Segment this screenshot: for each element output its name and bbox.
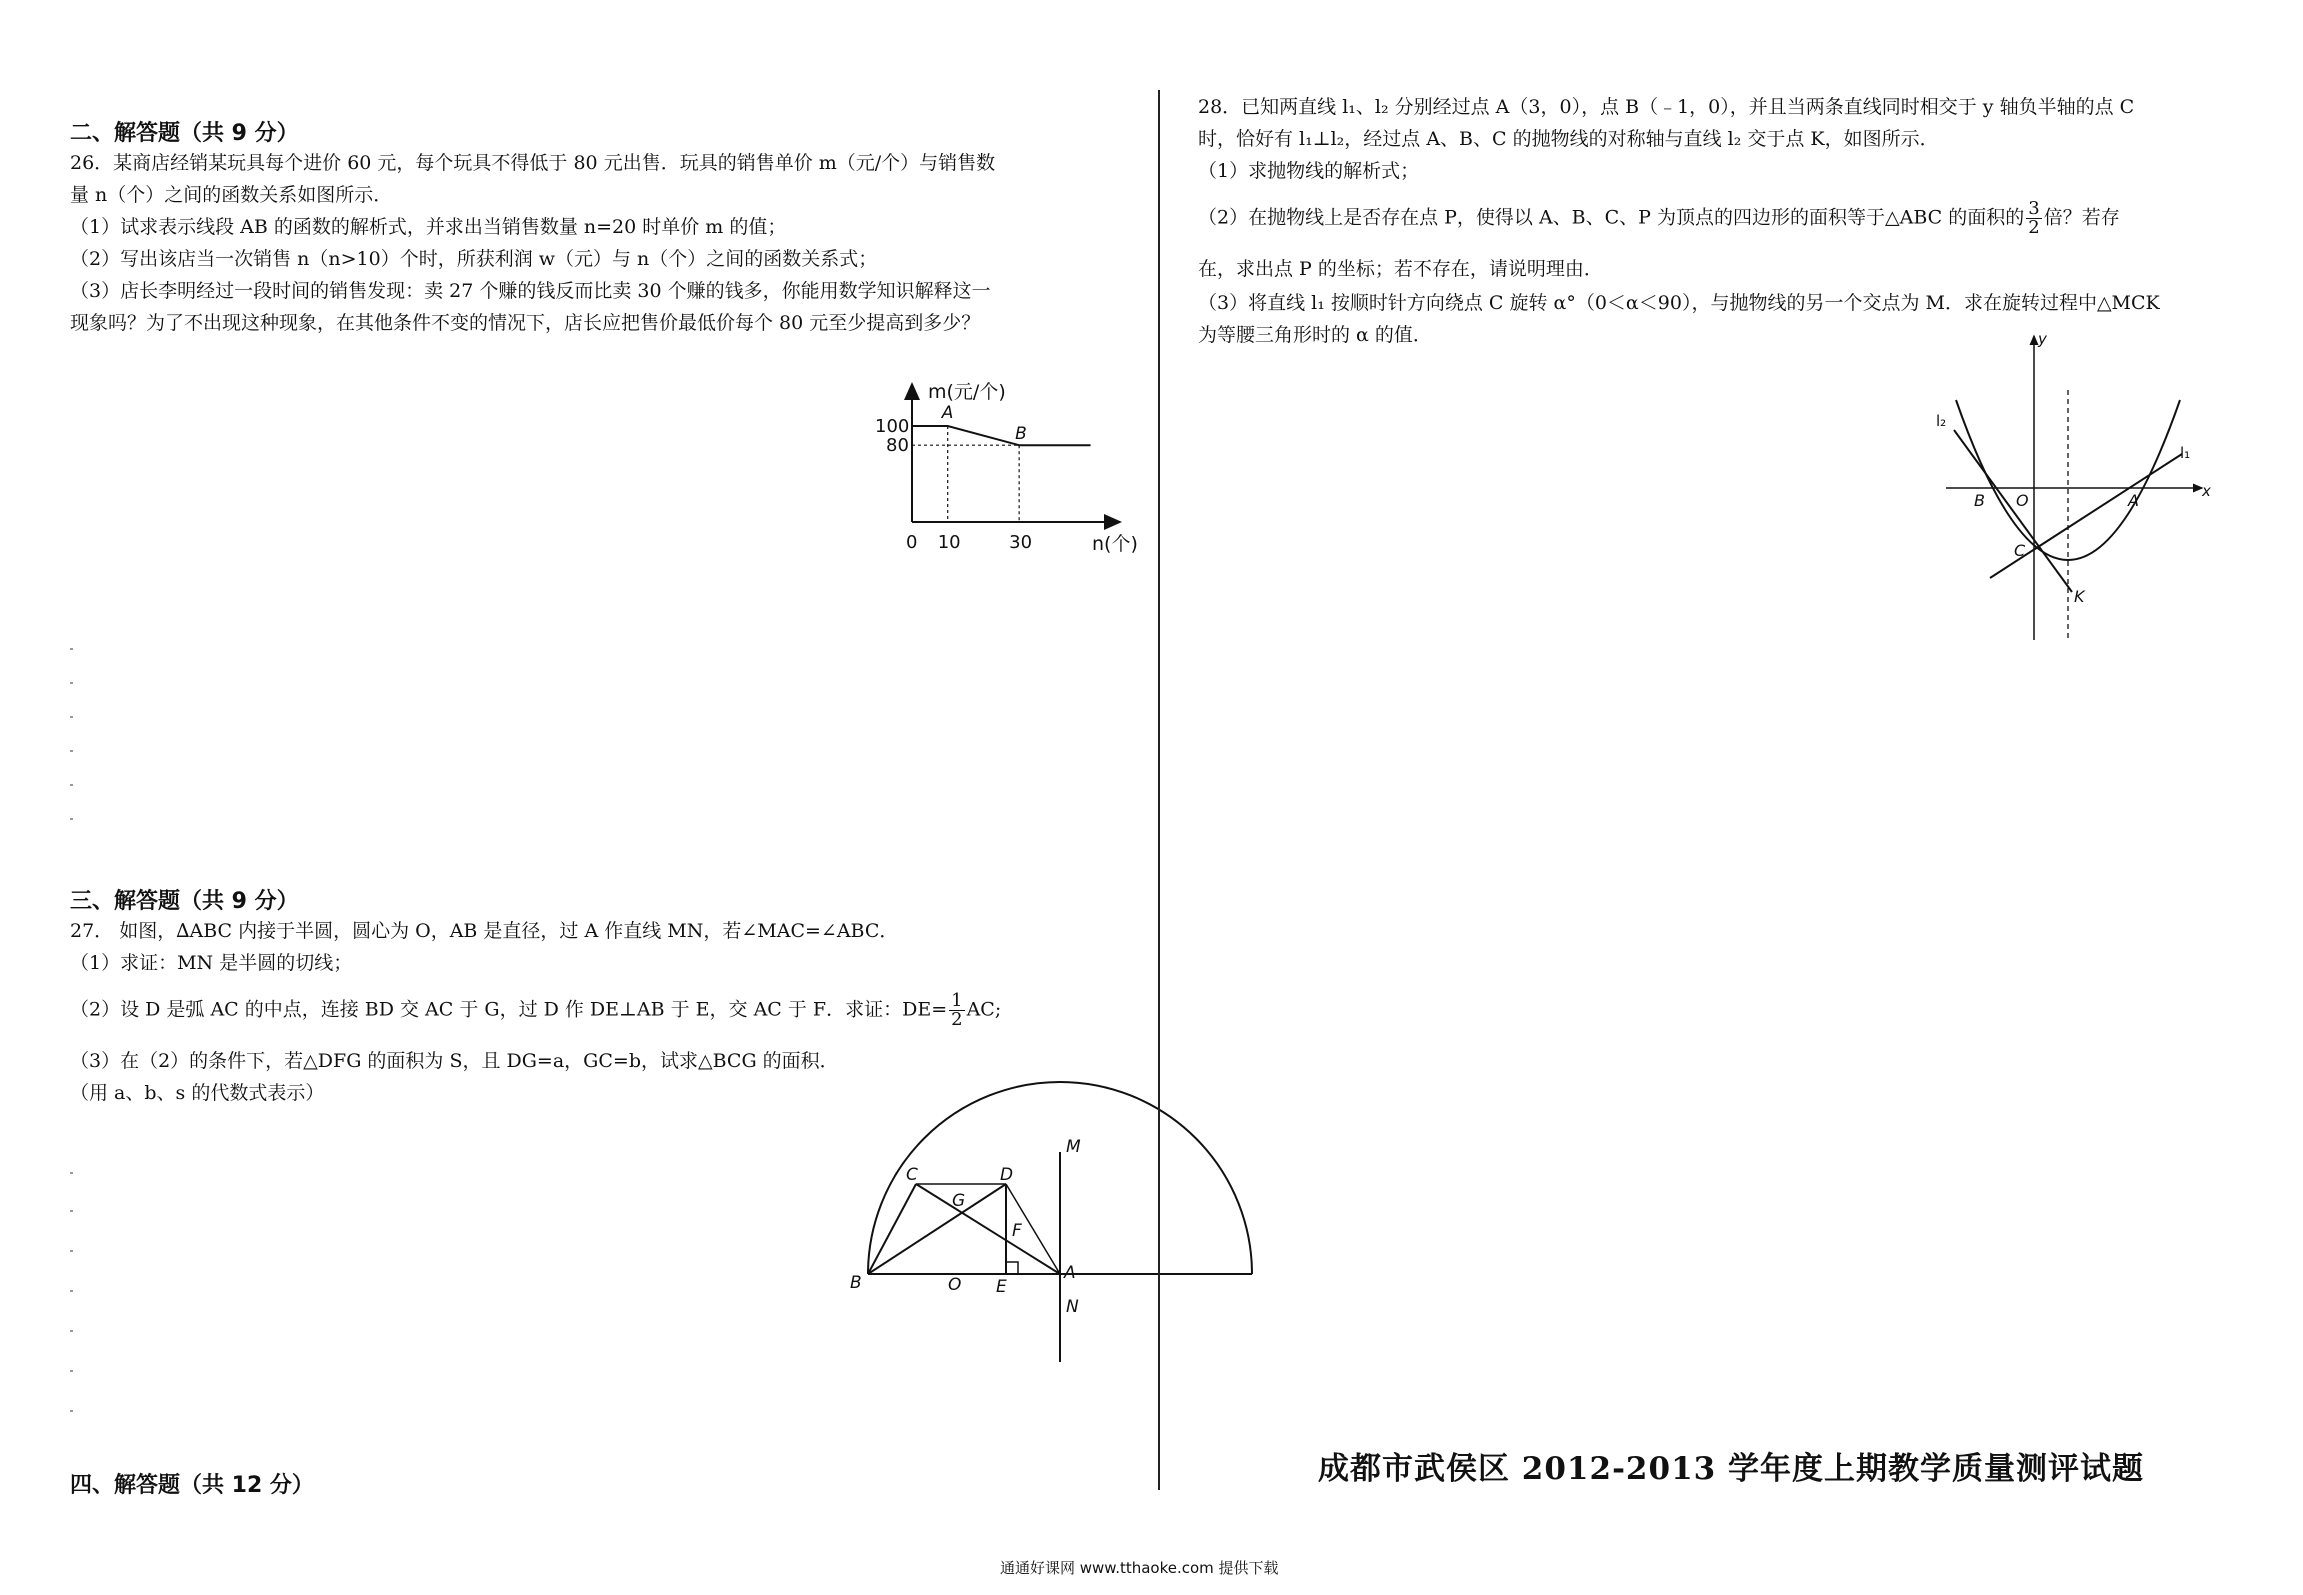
fraction-one-half: $\frac{1}{2}$: [951, 990, 963, 1030]
q28-line-3: （1）求抛物线的解析式；: [1198, 160, 1420, 182]
section-2-heading: 二、解答题（共 9 分）: [70, 121, 299, 146]
q27-line-1: 27． 如图，∆ABC 内接于半圆，圆心为 O，AB 是直径，过 A 作直线 MN，若∠MAC=∠ABC．: [70, 920, 899, 942]
q27-line-4: （3）在（2）的条件下，若△DFG 的面积为 S，且 DG=a，GC=b，试求△BCG 的面积．: [70, 1050, 839, 1072]
q28-line-7: 为等腰三角形时的 α 的值．: [1198, 324, 1432, 346]
q27-line-5: （用 a、b、s 的代数式表示）: [70, 1082, 325, 1104]
label-D: D: [1000, 1165, 1014, 1185]
q27-line-3: （2）设 D 是弧 AC 的中点，连接 BD 交 AC 于 G，过 D 作 DE⊥AB 于 E，交 AC 于 F．求证：DE= $\frac{1}{2}$ AC;: [70, 990, 1002, 1030]
label-O: O: [948, 1275, 962, 1295]
chart-x-axis-label: n(个): [1092, 533, 1138, 555]
footer-source: 通通好课网 www.tthaoke.com 提供下载: [1000, 1559, 1279, 1577]
label-B: B: [850, 1273, 862, 1293]
q26-line-3: （1）试求表示线段 AB 的函数的解析式，并求出当销售数量 n=20 时单价 m 的值；: [70, 216, 787, 238]
chart-x-tick-10: 10: [937, 532, 961, 553]
chart-x-tick-30: 30: [1009, 532, 1033, 553]
label-E: E: [996, 1277, 1007, 1297]
q26-line-5: （3）店长李明经过一段时间的销售发现：卖 27 个赚的钱反而比卖 30 个赚的钱多，你能用数学知识解释这一: [70, 280, 991, 302]
chart-point-label-a: A: [941, 403, 954, 423]
label-K: K: [2074, 587, 2085, 606]
chart-y-axis-label: m(元/个): [928, 381, 1006, 403]
q28-line-5: 在，求出点 P 的坐标；若不存在，请说明理由．: [1198, 258, 1603, 280]
section-3-heading: 三、解答题（共 9 分）: [70, 889, 299, 914]
q26-line-2: 量 n（个）之间的函数关系如图所示．: [70, 184, 393, 206]
label-l1: l₁: [2180, 444, 2191, 462]
q28-line-6: （3）将直线 l₁ 按顺时针方向绕点 C 旋转 α°（0＜α＜90），与抛物线的另一个交点为 M．求在旋转过程中△MCK: [1198, 292, 2160, 314]
column-divider: [1158, 90, 1160, 1490]
q28-line-1: 28．已知两直线 l₁、l₂ 分别经过点 A（3，0），点 B（﹣1，0），并且当两条直线同时相交于 y 轴负半轴的点 C: [1198, 96, 2135, 118]
chart-x-tick-0: 0: [906, 532, 918, 553]
q26-line-4: （2）写出该店当一次销售 n（n>10）个时，所获利润 w（元）与 n（个）之间的函数关系式；: [70, 248, 878, 270]
chart-marks: [875, 403, 1091, 553]
label-C: C: [906, 1165, 918, 1185]
q28-line-2: 时，恰好有 l₁⊥l₂，经过点 A、B、C 的抛物线的对称轴与直线 l₂ 交于点 K，如图所示．: [1198, 128, 1939, 150]
q26-line-6: 现象吗？为了不出现这种现象，在其他条件不变的情况下，店长应把售价最低价每个 80 元至少提高到多少？: [70, 312, 981, 334]
chart-y-tick-80: 80: [886, 435, 909, 457]
label-M: M: [1066, 1137, 1081, 1157]
chart-point-label-b: B: [1015, 424, 1027, 445]
fraction-three-halves: $\frac{3}{2}$: [2028, 198, 2040, 238]
label-F: F: [1012, 1221, 1022, 1241]
label-G: G: [952, 1191, 966, 1211]
label-C: C: [2014, 541, 2026, 560]
label-A: A: [2128, 491, 2139, 510]
section-4-heading: 四、解答题（共 12 分）: [70, 1473, 314, 1498]
chart-y-tick-100: 100: [875, 416, 910, 437]
chart-series-line: [912, 426, 1091, 445]
label-A: A: [1064, 1263, 1076, 1283]
label-N: N: [1066, 1297, 1079, 1317]
q28-line-4: （2）在抛物线上是否存在点 P，使得以 A、B、C、P 为顶点的四边形的面积等于△ABC 的面积的 $\frac{3}{2}$ 倍？若存: [1198, 198, 2120, 238]
exam-title: 成都市武侯区 2012-2013 学年度上期教学质量测评试题: [1318, 1451, 2145, 1487]
label-x-axis: x: [2202, 482, 2211, 500]
label-B: B: [1974, 491, 1985, 510]
q27-line-2: （1）求证：MN 是半圆的切线；: [70, 952, 353, 974]
label-l2: l₂: [1936, 412, 1947, 430]
q26-line-1: 26．某商店经销某玩具每个进价 60 元，每个玩具不得低于 80 元出售．玩具的销售单价 m（元/个）与销售数: [70, 152, 996, 174]
label-O: O: [2016, 491, 2029, 510]
label-y-axis: y: [2038, 330, 2047, 348]
